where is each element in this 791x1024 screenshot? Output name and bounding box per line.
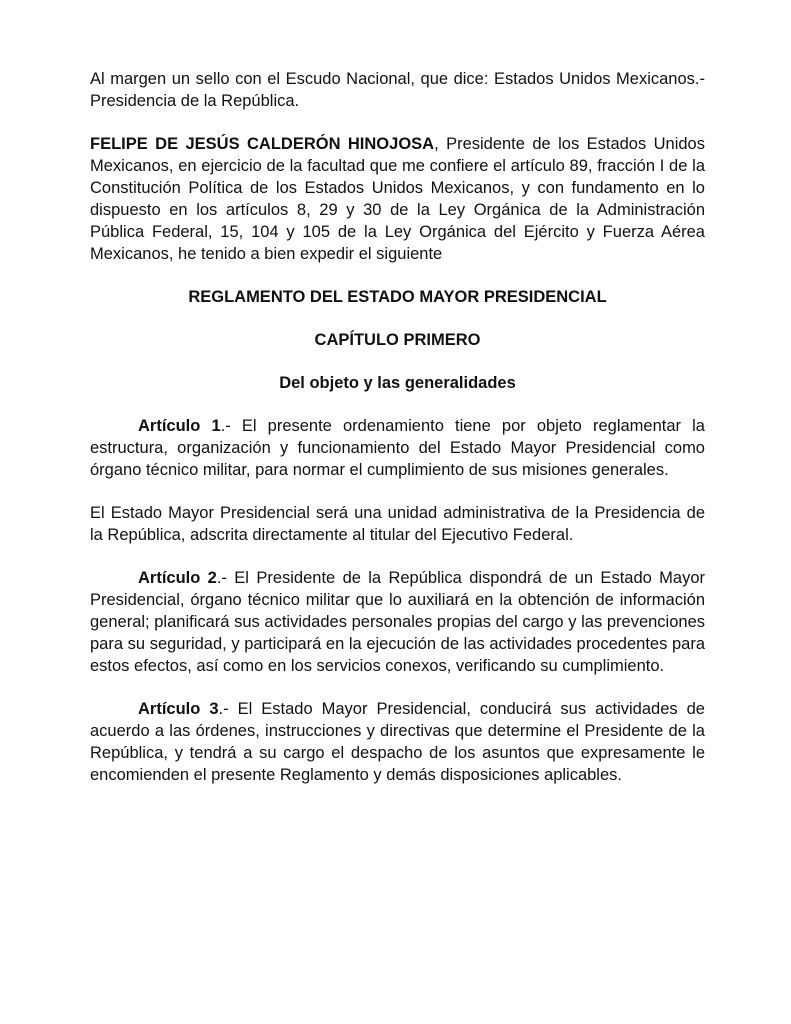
paragraph-emp-administrative-unit: El Estado Mayor Presidencial será una unidad administrativa de la Presidencia de la República, adscrita directamente al titular del Ejecutivo Federal.: [90, 504, 705, 544]
paragraph-decree-preamble: [90, 133, 705, 265]
article-2-label: Artículo 2: [138, 569, 217, 587]
document-title: REGLAMENTO DEL ESTADO MAYOR PRESIDENCIAL: [188, 288, 607, 306]
article-1-text: .- El presente ordenamiento tiene por objeto reglamentar la estructura, organización y funcionamiento del Estado Mayor Presidencial como órgano técnico militar, para normar el cumplimiento de sus misiones generales.: [90, 417, 705, 479]
article-3-paragraph: [90, 698, 705, 786]
article-2-text: .- El Presidente de la República dispondrá de un Estado Mayor Presidencial, órgano técnico militar que lo auxiliará en la obtención de información general; planificará sus actividades personales propias del cargo y las prevenciones para su seguridad, y participará en la ejecución de las actividades procedentes para estos efectos, así como en los servicios conexos, verificando su cumplimiento.: [90, 569, 705, 675]
section-heading: Del objeto y las generalidades: [279, 374, 516, 392]
article-3-label: Artículo 3: [138, 700, 219, 718]
article-1-label: Artículo 1: [138, 417, 221, 435]
article-2-paragraph: [90, 567, 705, 677]
decree-preamble-text: , Presidente de los Estados Unidos Mexicanos, en ejercicio de la facultad que me confiere el artículo 89, fracción I de la Constitución Política de los Estados Unidos Mexicanos, y con fundamento en lo dispuesto en los artículos 8, 29 y 30 de la Ley Orgánica de la Administración Pública Federal, 15, 104 y 105 de la Ley Orgánica del Ejército y Fuerza Aérea Mexicanos, he tenido a bien expedir el siguiente: [90, 135, 705, 263]
chapter-heading: CAPÍTULO PRIMERO: [314, 331, 481, 349]
paragraph-margin-seal: Al margen un sello con el Escudo Nacional, que dice: Estados Unidos Mexicanos.- Presidencia de la República.: [90, 70, 705, 110]
president-name: FELIPE DE JESÚS CALDERÓN HINOJOSA: [90, 135, 435, 153]
article-1-paragraph: [90, 415, 705, 481]
article-3-text: .- El Estado Mayor Presidencial, conducirá sus actividades de acuerdo a las órdenes, instrucciones y directivas que determine el Presidente de la República, y tendrá a su cargo el despacho de los asuntos que expresamente le encomienden el presente Reglamento y demás disposiciones aplicables.: [90, 700, 705, 784]
